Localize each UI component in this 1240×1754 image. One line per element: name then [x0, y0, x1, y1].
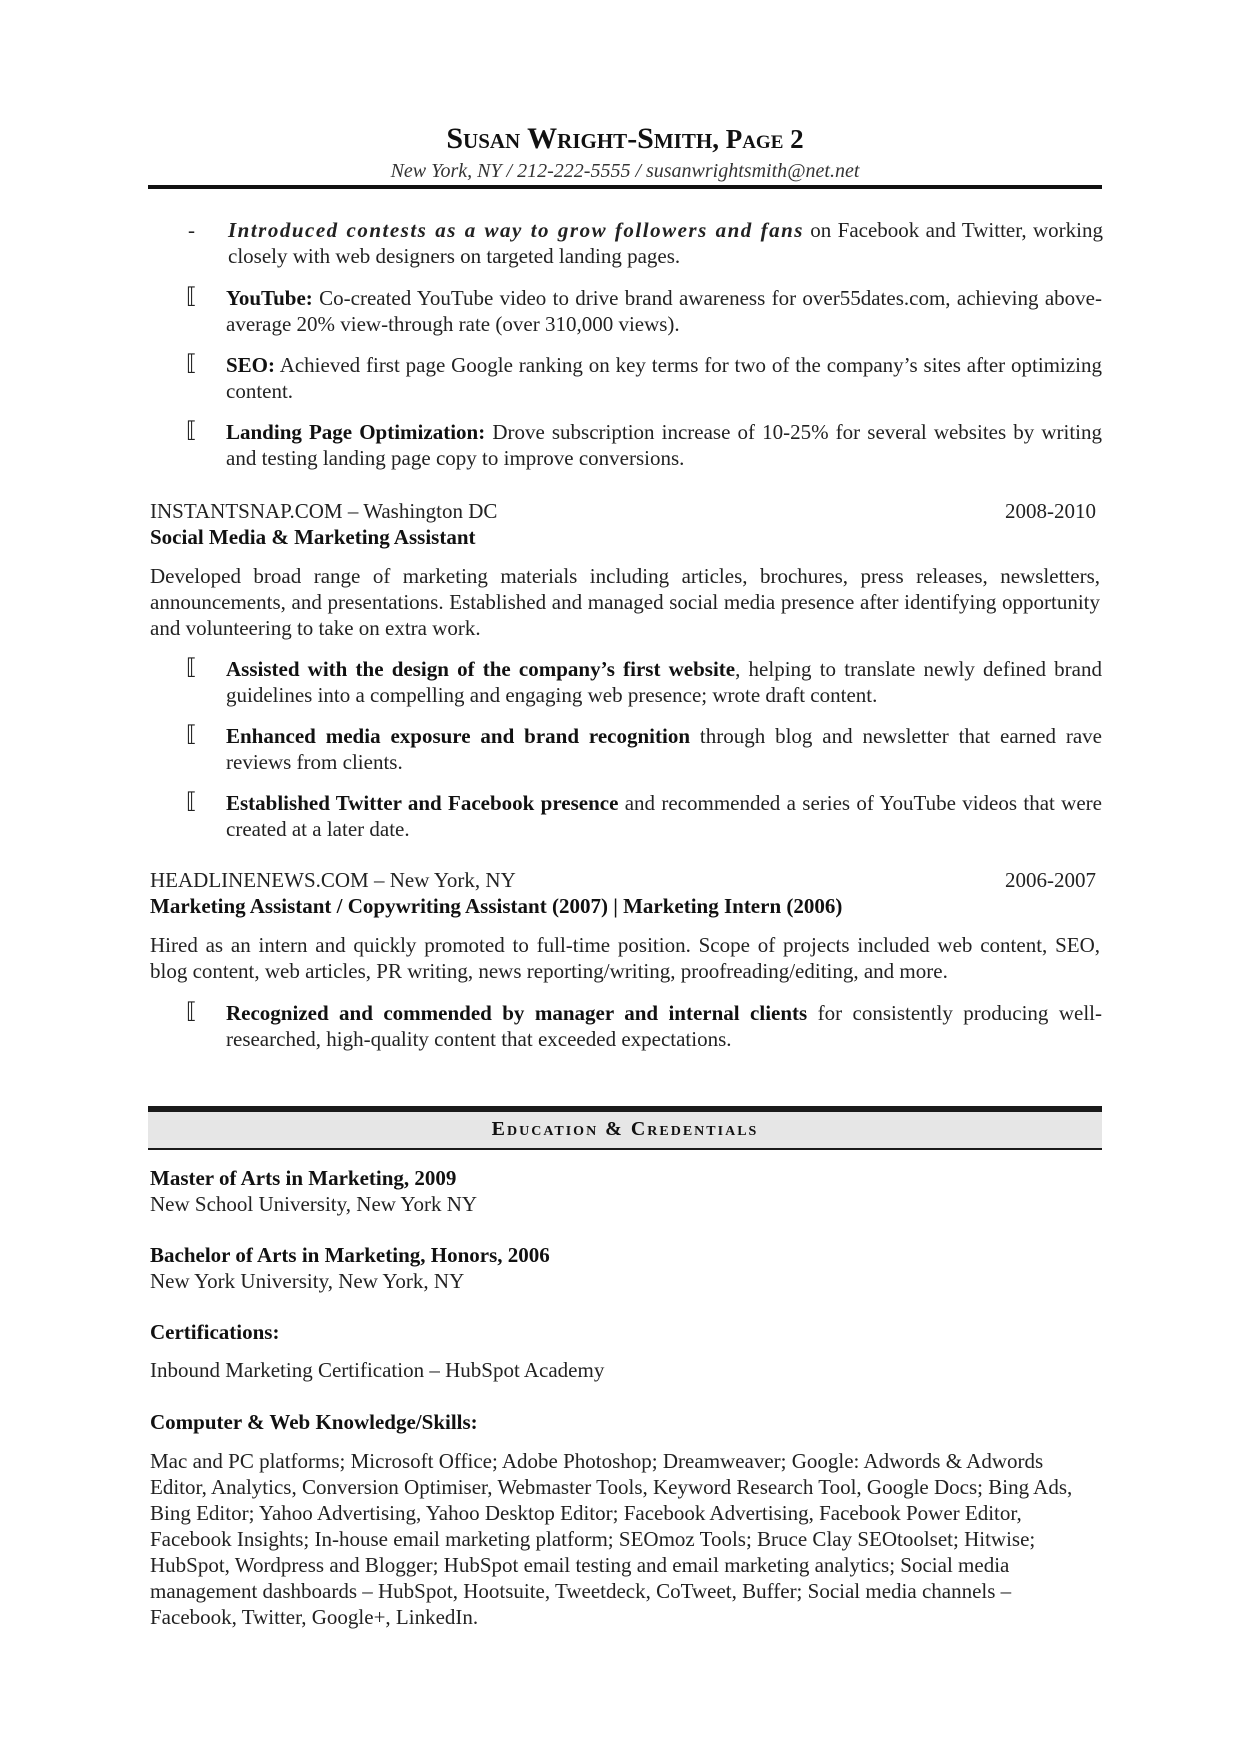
bullet-marker-icon: ⟦ — [186, 789, 197, 814]
skills-list: Mac and PC platforms; Microsoft Office; Adobe Photoshop; Dreamweaver; Google: Adwords & Adwords Editor, Analytics, Conversion Optimiser, Webmaster Tools, Keyword Research Tool, Google Docs; Bing Ads, Bing Editor; Yahoo Advertising, Yahoo Desktop Editor; Facebook Advertising, Facebook Power Editor, Facebook Insights; In-house email marketing platform; SEOmoz Tools; Bruce Clay SEOtoolset; Hitwise; HubSpot, Wordpress and Blogger; HubSpot email testing and email marketing analytics; Social media management dashboards – HubSpot, Hootsuite, Tweetdeck, CoTweet, Buffer; Social media channels – Facebook, Twitter, Google+, LinkedIn. — [150, 1449, 1073, 1629]
page-label: , Page 2 — [712, 124, 804, 154]
bullet-bold: SEO: — [226, 353, 276, 377]
bullet-bold: Established Twitter and Facebook presence — [226, 791, 619, 815]
candidate-name: Susan Wright-Smith — [446, 122, 713, 155]
job-header — [150, 498, 1100, 524]
bullet-bold: Recognized and commended by manager and internal clients — [226, 1001, 808, 1025]
sub-bullet-contests — [188, 217, 1103, 269]
bullet-bold: Enhanced media exposure and brand recognition — [226, 724, 690, 748]
bullet-text: Co-created YouTube video to drive brand awareness for over55dates.com, achieving above-average 20% view-through rate (over 310,000 views). — [226, 286, 1102, 336]
bullet-text: Drove subscription increase of 10-25% for several websites by writing and testing landing page copy to improve conversions. — [226, 420, 1102, 470]
bullet-marker-icon: ⟦ — [186, 655, 197, 680]
bullet-seo — [186, 351, 1102, 404]
bullet-marker-icon: ⟦ — [186, 284, 197, 309]
bullet-marker-icon: ⟦ — [186, 351, 197, 376]
section-title: Education & Credentials — [491, 1118, 759, 1140]
bullet-text: and recommended a series of YouTube videos that were created at a later date. — [226, 791, 1102, 841]
job-company: HEADLINENEWS.COM – New York, NY — [150, 868, 516, 892]
job-summary: Developed broad range of marketing materials including articles, brochures, press releases, newsletters, announcements, and presentations. Established and managed social media presence after identifying opportunity and volunteering to take on extra work. — [150, 564, 1100, 640]
bullet-text: Achieved first page Google ranking on key terms for two of the company’s sites after optimizing content. — [226, 353, 1102, 403]
bullet-marker-icon: ⟦ — [186, 722, 197, 747]
job-title: Marketing Assistant / Copywriting Assistant (2007) | Marketing Intern (2006) — [150, 894, 843, 918]
dash-marker: - — [188, 218, 195, 242]
degree-title: Master of Arts in Marketing, 2009 — [150, 1166, 457, 1190]
sub-bullet-bold: Introduced contests as a way to grow followers and fans — [228, 218, 804, 242]
bullet-bold: Assisted with the design of the company’s first website — [226, 657, 736, 681]
job-years: 2008-2010 — [1005, 499, 1096, 523]
job-summary: Hired as an intern and quickly promoted to full-time position. Scope of projects included web content, SEO, blog content, web articles, PR writing, news reporting/writing, proofreading/editing, and more. — [150, 933, 1100, 983]
bullet-text: for consistently producing well-researched, high-quality content that exceeded expectations. — [226, 1001, 1103, 1051]
job-title: Social Media & Marketing Assistant — [150, 525, 476, 549]
bullet-bold: YouTube: — [226, 286, 313, 310]
bullet-text: , helping to translate newly defined brand guidelines into a compelling and engaging web presence; wrote draft content. — [226, 657, 1102, 707]
education-section-bar — [148, 1106, 1102, 1150]
degree-title: Bachelor of Arts in Marketing, Honors, 2006 — [150, 1243, 550, 1267]
certifications-heading: Certifications: — [150, 1320, 280, 1344]
certification-item: Inbound Marketing Certification – HubSpot Academy — [150, 1358, 605, 1382]
job-bullet — [186, 722, 1102, 775]
bullet-youtube — [186, 284, 1102, 337]
bullet-text: through blog and newsletter that earned rave reviews from clients. — [226, 724, 1102, 774]
job-bullet — [186, 655, 1102, 708]
header-divider — [148, 185, 1102, 189]
sub-bullet-text: on Facebook and Twitter, working closely with web designers on targeted landing pages. — [228, 218, 1103, 268]
contact-info: New York, NY / 212-222-5555 / susanwrightsmith@net.net — [390, 160, 860, 182]
job-bullet — [186, 999, 1103, 1052]
job-years: 2006-2007 — [1005, 868, 1096, 892]
bullet-landing-page — [186, 418, 1102, 471]
job-bullet — [186, 789, 1102, 842]
degree-school: New School University, New York NY — [150, 1192, 478, 1216]
bullet-marker-icon: ⟦ — [186, 418, 197, 443]
degree-school: New York University, New York, NY — [150, 1269, 465, 1293]
job-company: INSTANTSNAP.COM – Washington DC — [150, 499, 498, 523]
bullet-marker-icon: ⟦ — [186, 999, 197, 1024]
skills-heading: Computer & Web Knowledge/Skills: — [150, 1410, 478, 1434]
resume-header-name — [148, 122, 1102, 156]
job-header — [150, 867, 1100, 893]
bullet-bold: Landing Page Optimization: — [226, 420, 486, 444]
